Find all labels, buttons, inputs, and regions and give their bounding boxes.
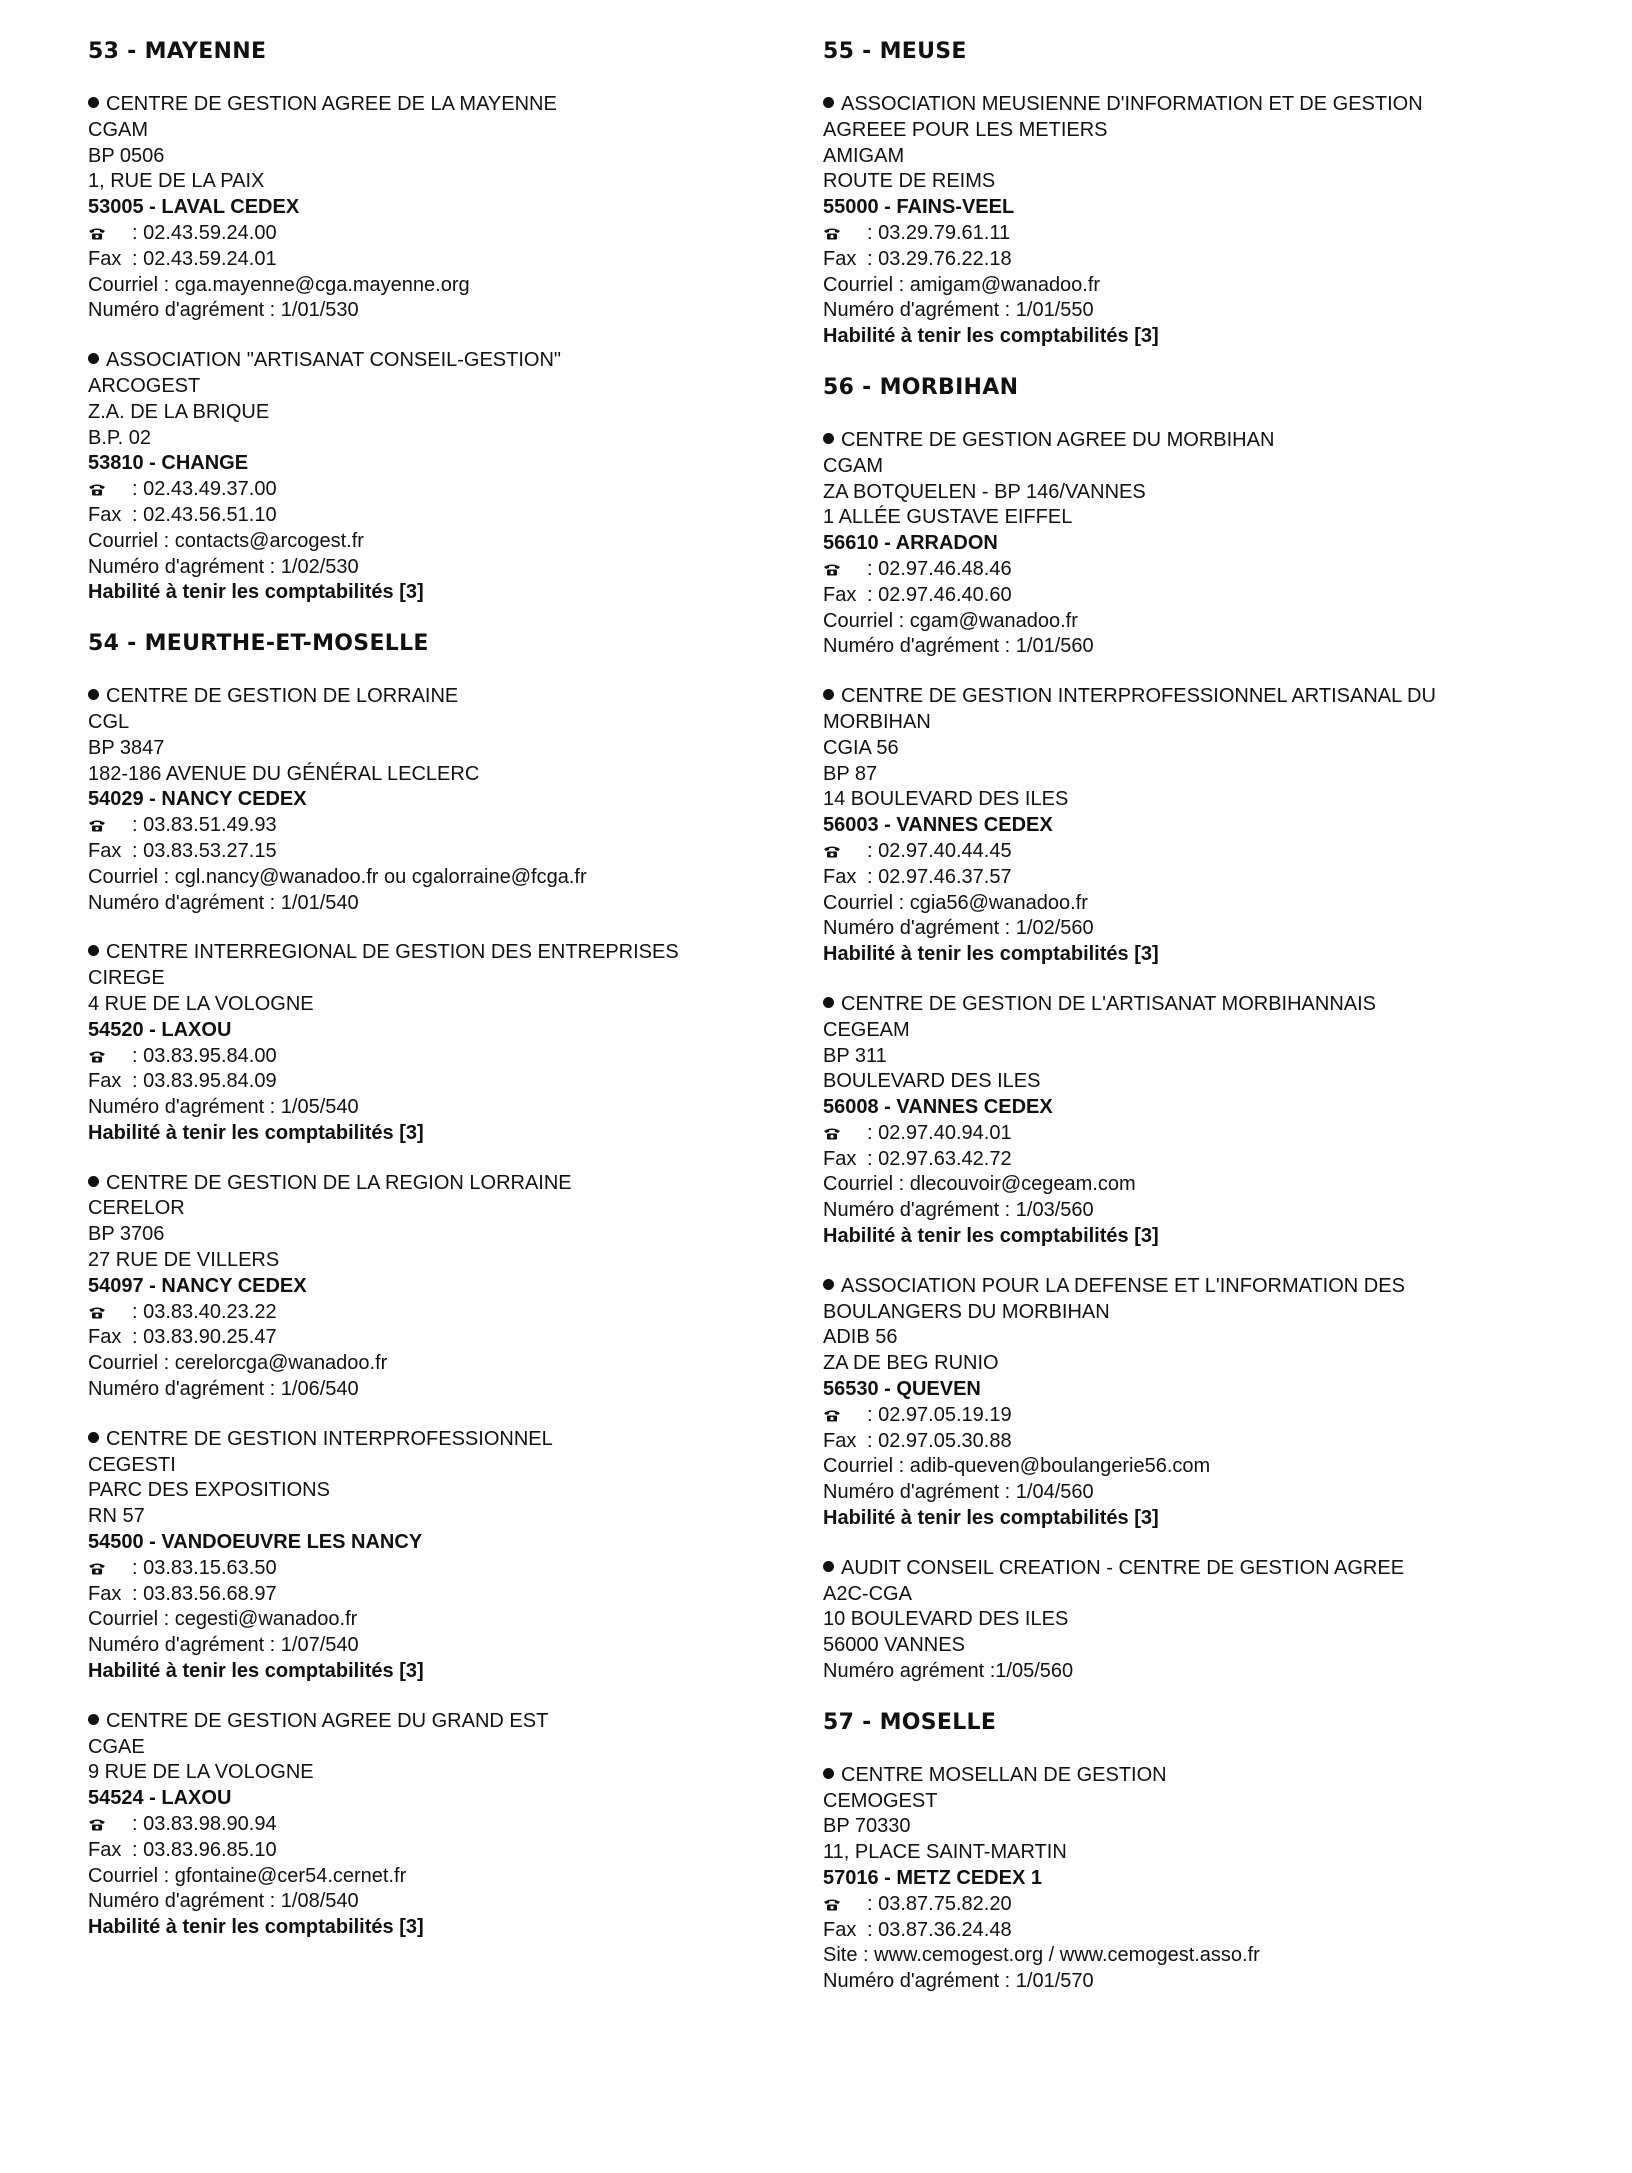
organization-name: CENTRE DE GESTION DE L'ARTISANAT MORBIHANNAIS — [841, 992, 1377, 1015]
address-line: CGIA 56 — [823, 736, 899, 759]
fax-line — [88, 503, 788, 529]
phone-number: 02.43.59.24.00 — [143, 221, 277, 244]
phone-label — [88, 813, 132, 839]
detail-line: Numéro d'agrément : 1/03/560 — [823, 1199, 1094, 1222]
address-line: Numéro agrément :1/05/560 — [823, 1660, 1074, 1683]
fax-number: 02.97.46.40.60 — [878, 583, 1012, 606]
telephone-icon — [88, 819, 106, 832]
fax-label: Fax — [823, 1918, 857, 1941]
fax-separator: : — [867, 865, 873, 888]
address-line: CEGEAM — [823, 1018, 910, 1041]
address-line: ZA BOTQUELEN - BP 146/VANNES — [823, 480, 1146, 503]
phone-line — [823, 1892, 1543, 1918]
phone-number: 02.97.40.94.01 — [878, 1121, 1012, 1144]
fax-label: Fax — [823, 1147, 857, 1170]
organization-name-line — [823, 1556, 1543, 1582]
telephone-icon — [88, 1818, 106, 1831]
organization-entry — [88, 1709, 788, 1941]
fax-number: 03.83.90.25.47 — [143, 1326, 277, 1349]
address-line: CIREGE — [88, 967, 165, 990]
organization-name: CENTRE INTERREGIONAL DE GESTION DES ENTREPRISES — [106, 941, 679, 964]
fax-label: Fax — [88, 1326, 122, 1349]
fax-line — [88, 1582, 788, 1608]
organization-name-line — [88, 684, 788, 710]
address-line: BP 3706 — [88, 1223, 165, 1246]
detail-line: Numéro d'agrément : 1/02/560 — [823, 917, 1094, 940]
phone-number: 02.97.40.44.45 — [878, 839, 1012, 862]
address-line: 56000 VANNES — [823, 1634, 965, 1657]
fax-line — [823, 1918, 1543, 1944]
detail-line: Courriel : gfontaine@cer54.cernet.fr — [88, 1864, 407, 1887]
detail-line: Numéro d'agrément : 1/08/540 — [88, 1890, 359, 1913]
postal-city: 56003 - VANNES CEDEX — [823, 814, 1053, 837]
telephone-icon — [823, 563, 841, 576]
detail-line: Numéro d'agrément : 1/01/560 — [823, 635, 1094, 658]
department-section — [88, 630, 788, 1941]
department-heading: 53 - MAYENNE — [88, 39, 267, 64]
detail-line: Site : www.cemogest.org / www.cemogest.asso.fr — [823, 1944, 1260, 1967]
department-heading: 55 - MEUSE — [823, 39, 967, 64]
telephone-icon — [823, 227, 841, 240]
organization-entry — [88, 348, 788, 606]
address-line: BP 70330 — [823, 1815, 911, 1838]
address-line: B.P. 02 — [88, 426, 152, 449]
organization-name: CENTRE DE GESTION INTERPROFESSIONNEL ARTISANAL DU — [841, 685, 1436, 708]
phone-line — [88, 1044, 788, 1070]
phone-line — [823, 839, 1543, 865]
bullet-icon — [823, 433, 834, 444]
address-line: BP 87 — [823, 762, 878, 785]
organization-entry — [823, 684, 1543, 968]
organization-name: ASSOCIATION "ARTISANAT CONSEIL-GESTION" — [106, 349, 562, 372]
postal-city: 54524 - LAXOU — [88, 1787, 232, 1810]
detail-line: Courriel : cgia56@wanadoo.fr — [823, 891, 1088, 914]
department-heading: 56 - MORBIHAN — [823, 374, 1019, 400]
accreditation-note: Habilité à tenir les comptabilités [3] — [88, 1660, 424, 1683]
phone-separator: : — [867, 1121, 873, 1144]
fax-separator: : — [132, 1838, 138, 1861]
bullet-icon — [88, 945, 99, 956]
address-line: CERELOR — [88, 1197, 185, 1220]
phone-line — [88, 1300, 788, 1326]
address-line: BOULANGERS DU MORBIHAN — [823, 1300, 1110, 1323]
fax-separator: : — [132, 1326, 138, 1349]
phone-separator: : — [132, 1556, 138, 1579]
bullet-icon — [88, 1176, 99, 1187]
address-line: ZA DE BEG RUNIO — [823, 1352, 999, 1375]
phone-label — [823, 1121, 867, 1147]
detail-line: Numéro d'agrément : 1/07/540 — [88, 1634, 359, 1657]
organization-entry — [823, 92, 1543, 350]
phone-label — [88, 1812, 132, 1838]
phone-label — [88, 1044, 132, 1070]
phone-separator: : — [132, 221, 138, 244]
department-heading: 57 - MOSELLE — [823, 1709, 997, 1735]
phone-separator: : — [867, 839, 873, 862]
fax-separator: : — [867, 583, 873, 606]
phone-separator: : — [867, 1892, 873, 1915]
telephone-icon — [823, 1409, 841, 1422]
phone-number: 02.43.49.37.00 — [143, 478, 277, 501]
department-section — [823, 374, 1543, 1685]
phone-label — [823, 1403, 867, 1429]
address-line: CEMOGEST — [823, 1789, 938, 1812]
address-line: BOULEVARD DES ILES — [823, 1070, 1041, 1093]
organization-name: CENTRE DE GESTION DE LORRAINE — [106, 685, 459, 708]
bullet-icon — [823, 997, 834, 1008]
fax-label: Fax — [88, 247, 122, 270]
detail-line: Numéro d'agrément : 1/05/540 — [88, 1096, 359, 1119]
organization-entry — [88, 1427, 788, 1685]
telephone-icon — [823, 845, 841, 858]
department-heading: 54 - MEURTHE-ET-MOSELLE — [88, 631, 429, 657]
address-line: CEGESTI — [88, 1453, 176, 1476]
phone-number: 02.97.46.48.46 — [878, 557, 1012, 580]
organization-name: AUDIT CONSEIL CREATION - CENTRE DE GESTION AGREE — [841, 1556, 1405, 1579]
phone-line — [88, 477, 788, 503]
fax-number: 02.43.59.24.01 — [143, 247, 277, 270]
phone-label — [88, 477, 132, 503]
fax-number: 02.97.05.30.88 — [878, 1429, 1012, 1452]
bullet-icon — [823, 1768, 834, 1779]
postal-city: 57016 - METZ CEDEX 1 — [823, 1867, 1042, 1890]
organization-name: CENTRE DE GESTION AGREE DU GRAND EST — [106, 1709, 549, 1732]
address-line: A2C-CGA — [823, 1582, 912, 1605]
address-line: 14 BOULEVARD DES ILES — [823, 788, 1069, 811]
address-line: CGAM — [88, 118, 148, 141]
address-line: 11, PLACE SAINT-MARTIN — [823, 1841, 1067, 1864]
address-line: RN 57 — [88, 1505, 145, 1528]
accreditation-note: Habilité à tenir les comptabilités [3] — [823, 325, 1159, 348]
postal-city: 56008 - VANNES CEDEX — [823, 1096, 1053, 1119]
detail-line: Numéro d'agrément : 1/01/530 — [88, 299, 359, 322]
phone-separator: : — [867, 1403, 873, 1426]
organization-entry — [823, 1556, 1543, 1685]
organization-entry — [823, 992, 1543, 1250]
bullet-icon — [823, 689, 834, 700]
phone-number: 03.83.95.84.00 — [143, 1044, 277, 1067]
phone-label — [88, 1556, 132, 1582]
organization-name: CENTRE DE GESTION DE LA REGION LORRAINE — [106, 1171, 572, 1194]
telephone-icon — [823, 1127, 841, 1140]
address-line: BP 0506 — [88, 144, 165, 167]
postal-city: 55000 - FAINS-VEEL — [823, 196, 1015, 219]
organization-name-line — [823, 1274, 1543, 1300]
detail-line: Courriel : dlecouvoir@cegeam.com — [823, 1173, 1136, 1196]
fax-separator: : — [867, 1429, 873, 1452]
detail-line: Numéro d'agrément : 1/06/540 — [88, 1378, 359, 1401]
fax-line — [823, 865, 1543, 891]
bullet-icon — [823, 1279, 834, 1290]
accreditation-note: Habilité à tenir les comptabilités [3] — [88, 1121, 424, 1144]
fax-number: 03.87.36.24.48 — [878, 1918, 1012, 1941]
fax-label: Fax — [88, 1070, 122, 1093]
address-line: ARCOGEST — [88, 374, 201, 397]
department-section — [823, 1709, 1543, 1995]
postal-city: 54097 - NANCY CEDEX — [88, 1274, 307, 1297]
organization-entry — [88, 940, 788, 1146]
organization-name-line — [823, 428, 1543, 454]
fax-label: Fax — [823, 865, 857, 888]
phone-line — [88, 1812, 788, 1838]
phone-line — [823, 1121, 1543, 1147]
fax-number: 02.97.63.42.72 — [878, 1147, 1012, 1170]
phone-number: 03.83.98.90.94 — [143, 1813, 277, 1836]
accreditation-note: Habilité à tenir les comptabilités [3] — [88, 581, 424, 604]
fax-separator: : — [867, 1147, 873, 1170]
organization-name-line — [88, 940, 788, 966]
address-line: 1, RUE DE LA PAIX — [88, 170, 265, 193]
address-line: 182-186 AVENUE DU GÉNÉRAL LECLERC — [88, 762, 480, 785]
fax-label: Fax — [823, 1429, 857, 1452]
phone-line — [823, 1403, 1543, 1429]
phone-label — [88, 221, 132, 247]
address-line: AMIGAM — [823, 144, 905, 167]
address-line: ADIB 56 — [823, 1326, 898, 1349]
phone-separator: : — [132, 1300, 138, 1323]
phone-number: 03.83.51.49.93 — [143, 814, 277, 837]
detail-line: Numéro d'agrément : 1/04/560 — [823, 1481, 1094, 1504]
accreditation-note: Habilité à tenir les comptabilités [3] — [88, 1916, 424, 1939]
address-line: Z.A. DE LA BRIQUE — [88, 400, 270, 423]
fax-number: 03.29.76.22.18 — [878, 247, 1012, 270]
postal-city: 56530 - QUEVEN — [823, 1378, 981, 1401]
fax-line — [88, 1069, 788, 1095]
postal-city: 54500 - VANDOEUVRE LES NANCY — [88, 1531, 423, 1554]
fax-separator: : — [132, 1582, 138, 1605]
bullet-icon — [88, 353, 99, 364]
organization-name-line — [823, 92, 1543, 118]
phone-number: 03.83.40.23.22 — [143, 1300, 277, 1323]
fax-number: 02.43.56.51.10 — [143, 503, 277, 526]
fax-number: 03.83.53.27.15 — [143, 839, 277, 862]
fax-label: Fax — [88, 1838, 122, 1861]
phone-separator: : — [132, 1813, 138, 1836]
postal-city: 56610 - ARRADON — [823, 532, 998, 555]
fax-number: 02.97.46.37.57 — [878, 865, 1012, 888]
phone-line — [823, 557, 1543, 583]
department-section — [823, 38, 1543, 350]
organization-name-line — [823, 684, 1543, 710]
telephone-icon — [88, 1306, 106, 1319]
organization-name-line — [88, 92, 788, 118]
detail-line: Courriel : cerelorcga@wanadoo.fr — [88, 1352, 388, 1375]
fax-separator: : — [867, 247, 873, 270]
bullet-icon — [88, 689, 99, 700]
address-line: 10 BOULEVARD DES ILES — [823, 1608, 1069, 1631]
bullet-icon — [823, 97, 834, 108]
bullet-icon — [88, 97, 99, 108]
organization-name: CENTRE MOSELLAN DE GESTION — [841, 1763, 1167, 1786]
organization-entry — [88, 684, 788, 916]
telephone-icon — [88, 483, 106, 496]
fax-line — [88, 1325, 788, 1351]
postal-city: 54029 - NANCY CEDEX — [88, 788, 307, 811]
organization-name: ASSOCIATION MEUSIENNE D'INFORMATION ET DE GESTION — [841, 93, 1423, 115]
address-line: 27 RUE DE VILLERS — [88, 1249, 280, 1272]
detail-line: Courriel : cgl.nancy@wanadoo.fr ou cgalorraine@fcga.fr — [88, 865, 587, 888]
organization-entry — [88, 92, 788, 324]
phone-separator: : — [132, 814, 138, 837]
detail-line: Courriel : adib-queven@boulangerie56.com — [823, 1455, 1211, 1478]
organization-name-line — [88, 1709, 788, 1735]
phone-number: 03.29.79.61.11 — [878, 221, 1011, 244]
fax-line — [88, 247, 788, 273]
organization-name: CENTRE DE GESTION INTERPROFESSIONNEL — [106, 1427, 553, 1450]
postal-city: 53005 - LAVAL CEDEX — [88, 196, 300, 219]
detail-line: Courriel : cegesti@wanadoo.fr — [88, 1608, 358, 1631]
bullet-icon — [88, 1714, 99, 1725]
phone-number: 03.83.15.63.50 — [143, 1556, 277, 1579]
phone-label — [823, 839, 867, 865]
bullet-icon — [823, 1561, 834, 1572]
postal-city: 53810 - CHANGE — [88, 452, 249, 475]
postal-city: 54520 - LAXOU — [88, 1018, 232, 1041]
address-line: BP 3847 — [88, 736, 165, 759]
address-line: CGL — [88, 710, 130, 733]
organization-entry — [823, 1274, 1543, 1532]
phone-label — [823, 1892, 867, 1918]
detail-line: Numéro d'agrément : 1/01/540 — [88, 891, 359, 914]
fax-separator: : — [132, 1070, 138, 1093]
right-column — [823, 38, 1543, 2019]
fax-label: Fax — [88, 839, 122, 862]
accreditation-note: Habilité à tenir les comptabilités [3] — [823, 943, 1159, 966]
phone-line — [88, 1556, 788, 1582]
accreditation-note: Habilité à tenir les comptabilités [3] — [823, 1225, 1159, 1248]
phone-separator: : — [132, 1044, 138, 1067]
telephone-icon — [88, 1050, 106, 1063]
address-line: BP 311 — [823, 1044, 887, 1067]
phone-label — [823, 221, 867, 247]
phone-label — [823, 557, 867, 583]
accreditation-note: Habilité à tenir les comptabilités [3] — [823, 1507, 1159, 1530]
phone-separator: : — [867, 221, 873, 244]
phone-number: 02.97.05.19.19 — [878, 1403, 1012, 1426]
detail-line: Courriel : contacts@arcogest.fr — [88, 529, 364, 552]
address-line: MORBIHAN — [823, 710, 931, 733]
organization-name: ASSOCIATION POUR LA DEFENSE ET L'INFORMATION DES — [841, 1274, 1405, 1297]
phone-separator: : — [867, 557, 873, 580]
address-line: 4 RUE DE LA VOLOGNE — [88, 992, 314, 1015]
address-line: PARC DES EXPOSITIONS — [88, 1479, 330, 1502]
address-line: 9 RUE DE LA VOLOGNE — [88, 1761, 314, 1784]
detail-line: Numéro d'agrément : 1/01/550 — [823, 299, 1094, 322]
phone-label — [88, 1300, 132, 1326]
fax-number: 03.83.95.84.09 — [143, 1070, 277, 1093]
phone-line — [88, 813, 788, 839]
fax-line — [823, 247, 1543, 273]
department-section — [88, 38, 788, 606]
detail-line: Numéro d'agrément : 1/02/530 — [88, 555, 359, 578]
detail-line: Numéro d'agrément : 1/01/570 — [823, 1970, 1094, 1993]
bullet-icon — [88, 1432, 99, 1443]
address-line: 1 ALLÉE GUSTAVE EIFFEL — [823, 506, 1073, 529]
organization-entry — [823, 428, 1543, 660]
organization-name-line — [88, 1171, 788, 1197]
address-line: ROUTE DE REIMS — [823, 170, 996, 193]
fax-line — [88, 1838, 788, 1864]
fax-label: Fax — [823, 247, 857, 270]
detail-line: Courriel : cgam@wanadoo.fr — [823, 609, 1078, 632]
fax-number: 03.83.96.85.10 — [143, 1838, 277, 1861]
fax-label: Fax — [823, 583, 857, 606]
fax-separator: : — [867, 1918, 873, 1941]
organization-name-line — [823, 992, 1543, 1018]
organization-name-line — [823, 1763, 1543, 1789]
detail-line: Courriel : amigam@wanadoo.fr — [823, 273, 1101, 296]
organization-entry — [88, 1171, 788, 1403]
fax-line — [823, 1147, 1543, 1173]
fax-separator: : — [132, 247, 138, 270]
organization-name: CENTRE DE GESTION AGREE DU MORBIHAN — [841, 428, 1275, 451]
telephone-icon — [88, 227, 106, 240]
phone-line — [823, 221, 1543, 247]
address-line: CGAE — [88, 1735, 145, 1758]
fax-line — [823, 1429, 1543, 1455]
organization-name-line — [88, 1427, 788, 1453]
fax-line — [88, 839, 788, 865]
address-line: CGAM — [823, 454, 883, 477]
fax-line — [823, 583, 1543, 609]
telephone-icon — [88, 1562, 106, 1575]
phone-line — [88, 221, 788, 247]
phone-separator: : — [132, 478, 138, 501]
left-column — [88, 38, 788, 1965]
fax-label: Fax — [88, 503, 122, 526]
detail-line: Courriel : cga.mayenne@cga.mayenne.org — [88, 273, 470, 296]
fax-separator: : — [132, 839, 138, 862]
telephone-icon — [823, 1898, 841, 1911]
organization-name-line — [88, 348, 788, 374]
fax-separator: : — [132, 503, 138, 526]
phone-number: 03.87.75.82.20 — [878, 1892, 1012, 1915]
fax-number: 03.83.56.68.97 — [143, 1582, 277, 1605]
organization-entry — [823, 1763, 1543, 1995]
address-line: AGREEE POUR LES METIERS — [823, 118, 1108, 141]
organization-name: CENTRE DE GESTION AGREE DE LA MAYENNE — [106, 93, 557, 115]
fax-label: Fax — [88, 1582, 122, 1605]
